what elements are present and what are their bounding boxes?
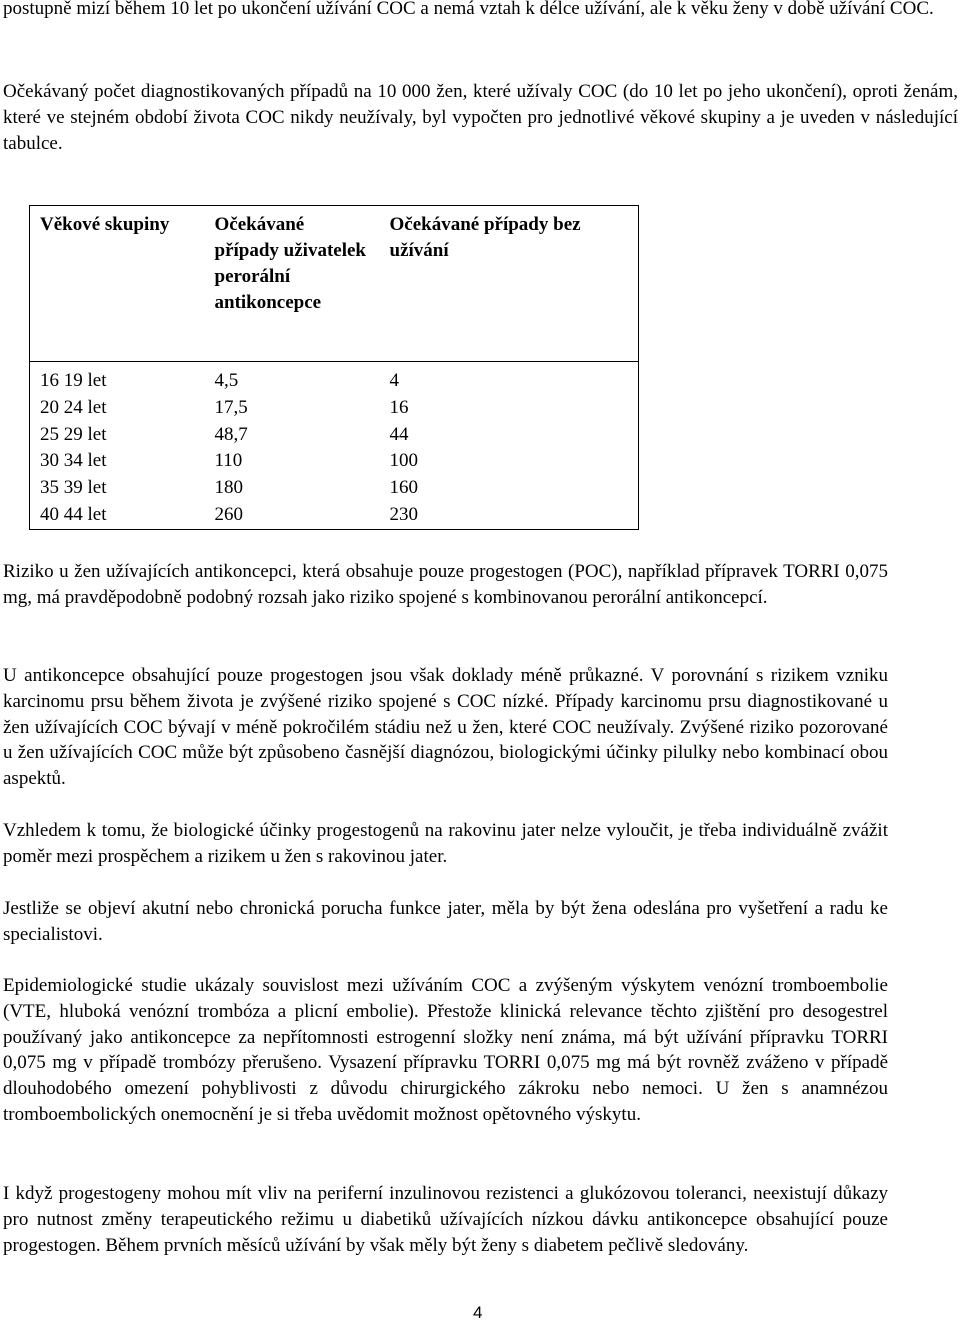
cell-users: 48,7 [214,423,248,445]
cell-age-group: 16 19 let [40,370,107,391]
paragraph-continuation: postupně mizí během 10 let po ukončení užívání COC a nemá vztah k délce užívání, ale k věku ženy v době užívání COC. [3,0,934,19]
page-number: 4 [473,1303,483,1322]
table-row [30,475,639,502]
table-header-row [30,206,639,362]
paragraph-vte: Epidemiologické studie ukázaly souvislost mezi užíváním COC a zvýšeným výskytem venózní tromboembolie (VTE, hluboká venózní trombóza a plicní embolie). Přestože klinická relevance těchto zjištění pro desogestrel používaný jako antikoncepce za nepřítomnosti estrogenní složky není známa, má být užívání přípravku TORRI 0,075 mg v případě trombózy přerušeno. Vysazení přípravku TORRI 0,075 mg má být rovněž zváženo v případě dlouhodobého omezení pohyblivosti z důvodu chirurgického zákroku nebo nemoci. U žen s anamnézou tromboembolických onemocnění je si třeba uvědomit možnost opětovného výskytu. [3,975,888,1125]
cell-non-users: 160 [389,477,418,499]
cell-non-users: 16 [389,396,409,418]
table-row [30,448,639,475]
paragraph-liver-cancer: Vzhledem k tomu, že biologické účinky progestogenů na rakovinu jater nelze vyloučit, je třeba individuálně zvážit poměr mezi prospěchem a rizikem u žen s rakovinou jater. [3,820,888,867]
paragraph-poc-risk: Riziko u žen užívajících antikoncepci, která obsahuje pouze progestogen (POC), například přípravek TORRI 0,075 mg, má pravděpodobně podobný rozsah jako riziko spojené s kombinovanou perorální antikoncepcí. [3,561,888,608]
cell-non-users: 4 [389,370,399,391]
cell-users: 110 [214,450,243,472]
header-age-groups: Věkové skupiny [30,206,205,362]
cell-age-group: 30 34 let [40,450,107,472]
paragraph-evidence: U antikoncepce obsahující pouze progestogen jsou však doklady méně průkazné. V porovnání s rizikem vzniku karcinomu prsu během života je zvýšené riziko spojené s COC nízké. Případy karcinomu prsu diagnostikované u žen užívajících COC bývají v méně pokročilém stádiu než u žen, které COC neužívaly. Zvýšené riziko pozorované u žen užívajících COC může být způsobeno časnější diagnózou, biologickými účinky pilulky nebo kombinací obou aspektů. [3,665,888,790]
cell-non-users: 100 [389,450,418,472]
cell-users: 180 [214,477,243,499]
cell-users: 260 [214,503,243,525]
table-row [30,362,639,395]
age-group-risk-table [29,205,639,530]
cell-non-users: 44 [389,423,409,445]
cell-age-group: 40 44 let [40,503,107,525]
header-expected-cases-users: Očekávané případy uživatelek perorální antikoncepce [205,206,380,362]
cell-age-group: 25 29 let [40,423,107,445]
paragraph-expected-cases-intro: Očekávaný počet diagnostikovaných případů na 10 000 žen, které užívaly COC (do 10 let po jeho ukončení), oproti ženám, které ve stejném období života COC nikdy neužívaly, byl vypočten pro jednotlivé věkové skupiny a je uveden v následující tabulce. [3,81,958,154]
paragraph-diabetes: I když progestogeny mohou mít vliv na periferní inzulinovou rezistenci a glukózovou toleranci, neexistují důkazy pro nutnost změny terapeutického režimu u diabetiků užívajících nízkou dávku antikoncepce obsahující pouze progestogen. Během prvních měsíců užívání by však měly být ženy s diabetem pečlivě sledovány. [3,1183,888,1256]
header-expected-cases-non-users: Očekávané případy bez užívání [380,206,639,362]
cell-users: 4,5 [214,370,239,391]
cell-age-group: 20 24 let [40,396,107,418]
table-row [30,395,639,422]
cell-users: 17,5 [214,396,248,418]
cell-age-group: 35 39 let [40,477,107,499]
paragraph-liver-function: Jestliže se objeví akutní nebo chronická porucha funkce jater, měla by být žena odeslána pro vyšetření a radu ke specialistovi. [3,898,888,945]
table-row [30,422,639,449]
table-row [30,502,639,529]
cell-non-users: 230 [389,503,418,525]
